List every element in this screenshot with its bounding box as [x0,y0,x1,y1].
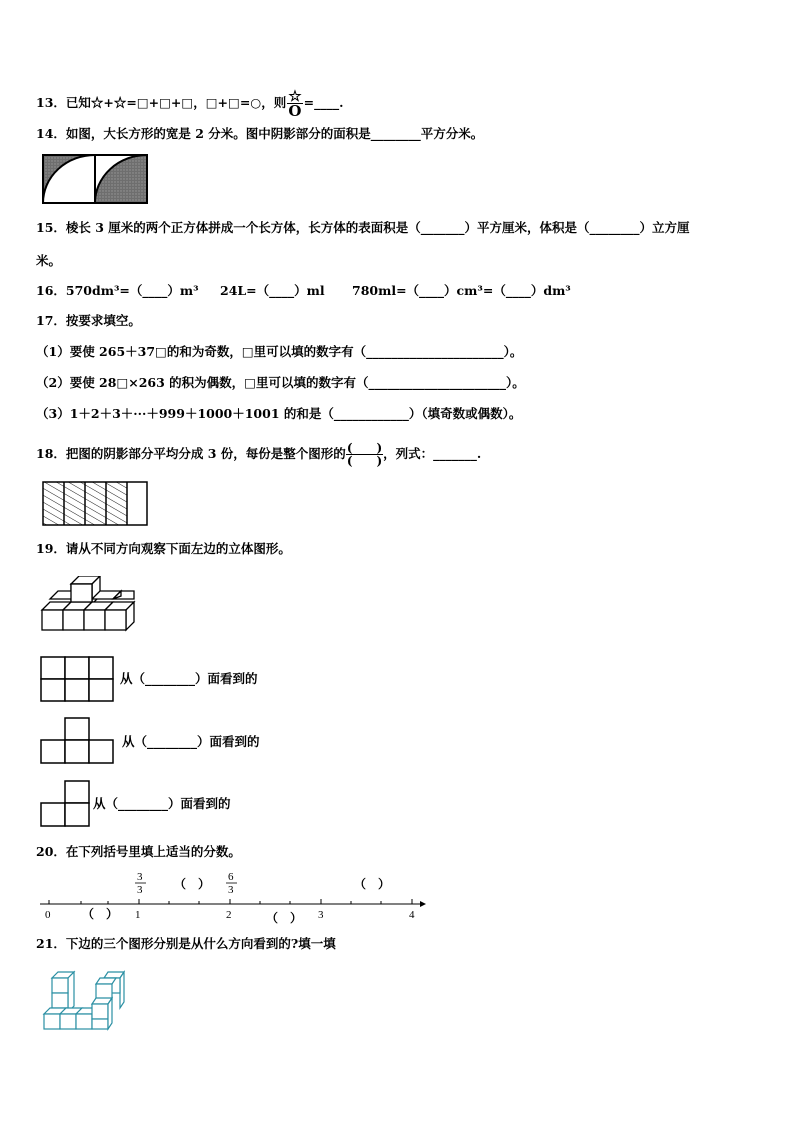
q17-part2: （2）要使 28□×263 的积为偶数，□里可以填的数字有（______________________）。 [36,375,525,390]
q20-tick-1: 1 [135,909,141,921]
q16-part-b: 24L=（____）ml [220,283,325,298]
q20-frac-a-den: 3 [137,884,143,896]
q18-suffix: ，列式：_______. [383,446,482,461]
q20-blank-above-1: （ ） [174,877,211,891]
q19-view3-grid [40,780,92,828]
q18-fraction [346,442,383,467]
q18-frac-den: ( ) [346,454,383,468]
q13-fraction [287,89,302,118]
q13-line [36,89,343,118]
q20-title: 20．在下列括号里填上适当的分数。 [36,844,241,859]
q19-solid-figure [40,576,136,634]
q20-frac-b-num: 6 [228,871,234,883]
q17-part1: （1）要使 265＋37□的和为奇数，□里可以填的数字有（______________________）。 [36,344,523,359]
q17-part3: （3）1＋2＋3＋···＋999＋1000＋1001 的和是（____________）（填奇数或偶数）。 [36,406,522,421]
q19-view3-label: 从（________）面看到的 [93,796,231,811]
q18-prefix: 18．把图的阴影部分平均分成 3 份，每份是整个图形的 [36,446,346,461]
q15-line1: 15．棱长 3 厘米的两个正方体拼成一个长方体，长方体的表面积是（_______）平方厘米，体积是（________）立方厘 [36,220,690,235]
q13-prefix: 13．已知☆+☆=□+□+□，□+□=○，则 [36,95,287,110]
q17-title: 17．按要求填空。 [36,313,141,328]
q19-view1-grid [40,656,116,702]
q14-line: 14．如图，大长方形的宽是 2 分米。图中阴影部分的面积是________平方分米。 [36,126,484,141]
q13-frac-num: ☆ [288,87,302,105]
q20-blank-below-2: （ ） [266,911,303,925]
q13-frac-den: O [288,102,302,120]
q14-figure [42,154,148,204]
q20-blank-below-1: （ ） [82,907,119,921]
q16-part-a: 16．570dm³=（____）m³ [36,283,199,298]
q19-title: 19．请从不同方向观察下面左边的立体图形。 [36,541,291,556]
q20-number-line [38,868,428,930]
q18-line [36,442,481,467]
q19-view2-grid [40,717,116,765]
q19-view2-label: 从（________）面看到的 [122,734,260,749]
q21-title: 21．下边的三个图形分别是从什么方向看到的?填一填 [36,936,336,951]
q15-line2: 米。 [36,253,62,268]
q20-frac-b-den: 3 [228,884,234,896]
q20-tick-2: 2 [226,909,232,921]
q18-frac-num: ( ) [346,441,383,455]
q20-tick-0: 0 [45,909,51,921]
q18-striped-rectangle [42,481,148,526]
q20-tick-3: 3 [318,909,324,921]
q19-view1-label: 从（________）面看到的 [120,671,258,686]
q21-cube-figure [42,970,126,1032]
q20-blank-above-2: （ ） [354,877,391,891]
q20-frac-a-num: 3 [137,871,143,883]
q13-suffix: =____. [303,95,344,110]
q20-tick-4: 4 [409,909,415,921]
q16-part-c: 780ml=（____）cm³=（____）dm³ [352,283,571,298]
